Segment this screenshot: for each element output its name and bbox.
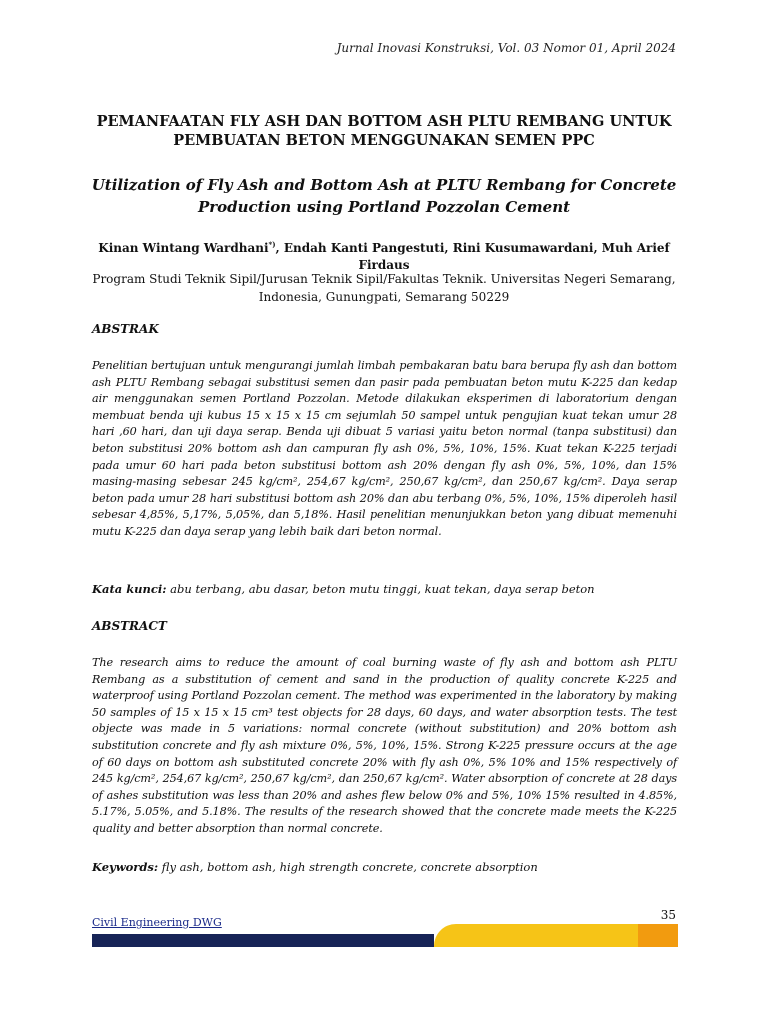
paper-title-indonesian [60, 112, 708, 150]
civil-engineering-dwg-link[interactable]: Civil Engineering DWG [92, 916, 222, 929]
page-number: 35 [660, 908, 676, 922]
affiliation-line-1: Program Studi Teknik Sipil/Jurusan Teknik Sipil/Fakultas Teknik. Universitas Negeri Semarang, [92, 272, 676, 286]
footer-band-navy [92, 934, 434, 947]
first-author: Kinan Wintang Wardhani [98, 241, 269, 255]
journal-citation: Jurnal Inovasi Konstruksi, Vol. 03 Nomor 01, April 2024 [336, 41, 676, 55]
author-list [92, 236, 676, 274]
abstract-body: The research aims to reduce the amount of coal burning waste of fly ash and bottom ash PLTU Rembang as a substitution of cement and sand in the production of quality concrete K-225 and waterproof using Portland Pozzolan cement. The method was experimented in the laboratory by making 50 samples of 15 x 15 x 15 cm³ test objects for 28 days, 60 days, and water absorption tests. The test objecte was made in 5 variations: normal concrete (without substitution) and 20% bottom ash substitution concrete and fly ash mixture 0%, 5%, 10%, 15%. Strong K-225 pressure occurs at the age of 60 days on bottom ash substituted concrete 20% with fly ash 0%, 5% 10% and 15% respectively of 245 kg/cm², 254,67 kg/cm², 250,67 kg/cm², dan 250,67 kg/cm². Water absorption of concrete at 28 days of ashes substitution was less than 20% and ashes flew below 0% and 5%, 10% 15% resulted in 4.85%, 5.17%, 5.05%, and 5.18%. The results of the research showed that the concrete made meets the K-225 quality and better absorption than normal concrete. [92, 656, 677, 835]
keywords [92, 860, 677, 874]
abstrak-heading: ABSTRAK [92, 322, 159, 336]
kata-kunci-label: Kata kunci: [92, 582, 167, 596]
kata-kunci [92, 582, 677, 596]
abstract-heading: ABSTRACT [92, 619, 167, 633]
co-authors: , Endah Kanti Pangestuti, Rini Kusumawardani, Muh Arief Firdaus [275, 241, 670, 272]
keywords-label: Keywords: [92, 860, 159, 874]
kata-kunci-values: abu terbang, abu dasar, beton mutu tinggi, kuat tekan, daya serap beton [166, 582, 595, 596]
keywords-values: fly ash, bottom ash, high strength concrete, concrete absorption [158, 860, 538, 874]
title-en-line-1: Utilization of Fly Ash and Bottom Ash at PLTU Rembang for Concrete [91, 176, 677, 194]
affiliation [70, 270, 698, 306]
footer-band-yellow [434, 924, 638, 947]
abstrak-body: Penelitian bertujuan untuk mengurangi jumlah limbah pembakaran batu bara berupa fly ash dan bottom ash PLTU Rembang sebagai substitusi semen dan pasir pada pembuatan beton mutu K-225 dan kedap air menggunakan semen Portland Pozzolan. Metode dilakukan eksperimen di laboratorium dengan membuat benda uji kubus 15 x 15 x 15 cm sejumlah 50 sampel untuk pengujian kuat tekan umur 28 hari ,60 hari, dan uji daya serap. Benda uji dibuat 5 variasi yaitu beton normal (tanpa substitusi) dan beton substitusi 20% bottom ash dan campuran fly ash 0%, 5%, 10%, 15%. Kuat tekan K-225 terjadi pada umur 60 hari pada beton substitusi bottom ash 20% dengan fly ash 0%, 5%, 10%, dan 15% masing-masing sebesar 245 kg/cm², 254,67 kg/cm², 250,67 kg/cm², dan 250,67 kg/cm². Daya serap beton pada umur 28 hari substitusi bottom ash 20% dan abu terbang 0%, 5%, 10%, 15% diperoleh hasil sebesar 4,85%, 5,17%, 5,05%, dan 5,18%. Hasil penelitian menunjukkan beton yang dibuat memenuhi mutu K-225 dan daya serap yang lebih baik dari beton normal. [92, 359, 677, 538]
title-id-line-2: PEMBUATAN BETON MENGGUNAKAN SEMEN PPC [173, 132, 595, 149]
corresponding-mark: *) [268, 240, 276, 249]
paper-title-english [60, 174, 708, 218]
footer-band-orange [638, 924, 678, 947]
title-id-line-1: PEMANFAATAN FLY ASH DAN BOTTOM ASH PLTU REMBANG UNTUK [96, 113, 672, 130]
title-en-line-2: Production using Portland Pozzolan Cement [197, 198, 571, 216]
affiliation-line-2: Indonesia, Gunungpati, Semarang 50229 [258, 290, 510, 304]
